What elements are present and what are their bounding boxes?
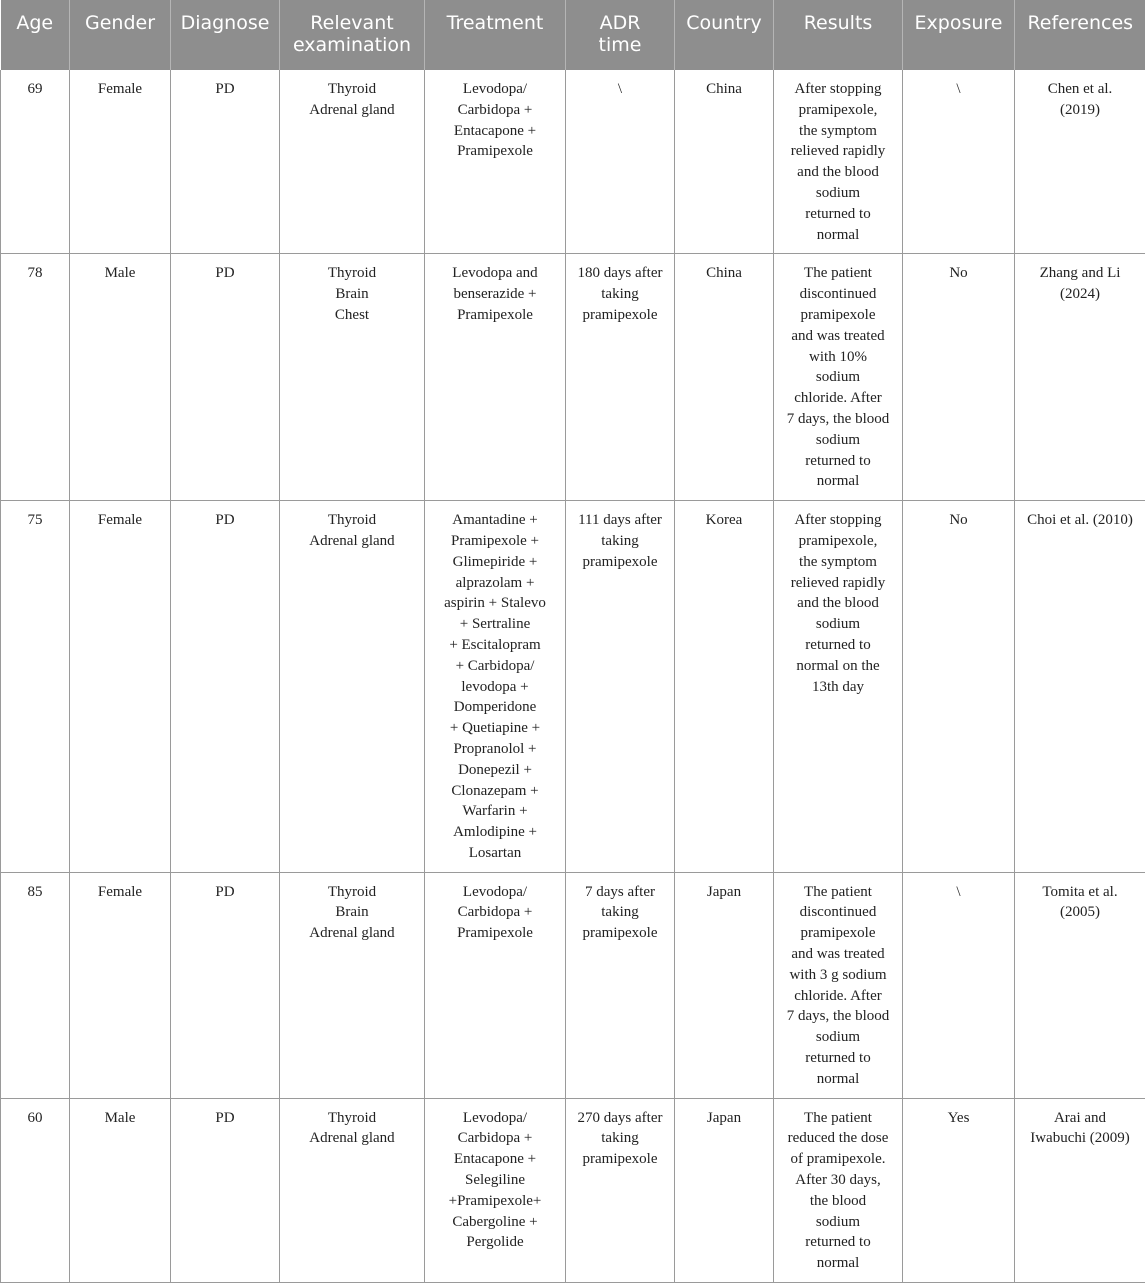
cell-relevant-examination: Thyroid Adrenal gland: [280, 501, 425, 873]
cell-results: The patient discontinued pramipexole and was treated with 10% sodium chloride. After 7 days, the blood sodium returned to normal: [774, 254, 903, 501]
cell-age: 78: [1, 254, 70, 501]
cell-references: Tomita et al. (2005): [1015, 872, 1145, 1098]
cell-country: China: [675, 70, 774, 254]
header-references: References: [1015, 0, 1145, 70]
cell-results: The patient reduced the dose of pramipexole. After 30 days, the blood sodium returned to normal: [774, 1098, 903, 1282]
header-gender: Gender: [70, 0, 171, 70]
cell-diagnose: PD: [171, 501, 280, 873]
cell-treatment: Amantadine + Pramipexole + Glimepiride + alprazolam + aspirin + Stalevo + Sertraline + Escitalopram + Carbidopa/ levodopa + Domperidone + Quetiapine + Propranolol + Donepezil + Clonazepam + Warfarin + Amlodipine + Losartan: [425, 501, 566, 873]
cell-age: 69: [1, 70, 70, 254]
cell-age: 85: [1, 872, 70, 1098]
cell-country: China: [675, 254, 774, 501]
table-row: [1, 1098, 1145, 1282]
cell-country: Japan: [675, 1098, 774, 1282]
header-adr-time: ADR time: [566, 0, 675, 70]
cell-exposure: \: [903, 70, 1015, 254]
cell-treatment: Levodopa/ Carbidopa + Entacapone + Pramipexole: [425, 70, 566, 254]
table-row: [1, 872, 1145, 1098]
header-results: Results: [774, 0, 903, 70]
header-diagnose: Diagnose: [171, 0, 280, 70]
cell-relevant-examination: Thyroid Brain Adrenal gland: [280, 872, 425, 1098]
cell-results: After stopping pramipexole, the symptom relieved rapidly and the blood sodium returned to normal: [774, 70, 903, 254]
cell-references: Zhang and Li (2024): [1015, 254, 1145, 501]
cell-exposure: No: [903, 501, 1015, 873]
cell-adr-time: \: [566, 70, 675, 254]
cell-age: 75: [1, 501, 70, 873]
cell-relevant-examination: Thyroid Adrenal gland: [280, 1098, 425, 1282]
cell-gender: Female: [70, 501, 171, 873]
cell-adr-time: 111 days after taking pramipexole: [566, 501, 675, 873]
cell-exposure: No: [903, 254, 1015, 501]
header-age: Age: [1, 0, 70, 70]
cell-treatment: Levodopa and benserazide + Pramipexole: [425, 254, 566, 501]
cell-results: The patient discontinued pramipexole and was treated with 3 g sodium chloride. After 7 days, the blood sodium returned to normal: [774, 872, 903, 1098]
header-row: [1, 0, 1145, 70]
cell-gender: Male: [70, 1098, 171, 1282]
cell-age: 60: [1, 1098, 70, 1282]
cell-diagnose: PD: [171, 872, 280, 1098]
cell-adr-time: 270 days after taking pramipexole: [566, 1098, 675, 1282]
cell-adr-time: 7 days after taking pramipexole: [566, 872, 675, 1098]
header-relevant-examination: Relevant examination: [280, 0, 425, 70]
cell-diagnose: PD: [171, 70, 280, 254]
header-treatment: Treatment: [425, 0, 566, 70]
cell-country: Korea: [675, 501, 774, 873]
cell-references: Chen et al. (2019): [1015, 70, 1145, 254]
cell-relevant-examination: Thyroid Adrenal gland: [280, 70, 425, 254]
table-row: [1, 254, 1145, 501]
cell-adr-time: 180 days after taking pramipexole: [566, 254, 675, 501]
header-exposure: Exposure: [903, 0, 1015, 70]
table-header: [1, 0, 1145, 70]
cell-treatment: Levodopa/ Carbidopa + Pramipexole: [425, 872, 566, 1098]
cell-exposure: \: [903, 872, 1015, 1098]
cell-references: Choi et al. (2010): [1015, 501, 1145, 873]
cell-gender: Female: [70, 70, 171, 254]
table-row: [1, 70, 1145, 254]
cell-gender: Male: [70, 254, 171, 501]
cell-relevant-examination: Thyroid Brain Chest: [280, 254, 425, 501]
cell-diagnose: PD: [171, 1098, 280, 1282]
cell-treatment: Levodopa/ Carbidopa + Entacapone + Selegiline +Pramipexole+ Cabergoline + Pergolide: [425, 1098, 566, 1282]
cell-results: After stopping pramipexole, the symptom relieved rapidly and the blood sodium returned to normal on the 13th day: [774, 501, 903, 873]
cell-references: Arai and Iwabuchi (2009): [1015, 1098, 1145, 1282]
cell-exposure: Yes: [903, 1098, 1015, 1282]
cell-diagnose: PD: [171, 254, 280, 501]
cell-gender: Female: [70, 872, 171, 1098]
header-country: Country: [675, 0, 774, 70]
table-row: [1, 501, 1145, 873]
table-body: [1, 70, 1145, 1283]
cell-country: Japan: [675, 872, 774, 1098]
